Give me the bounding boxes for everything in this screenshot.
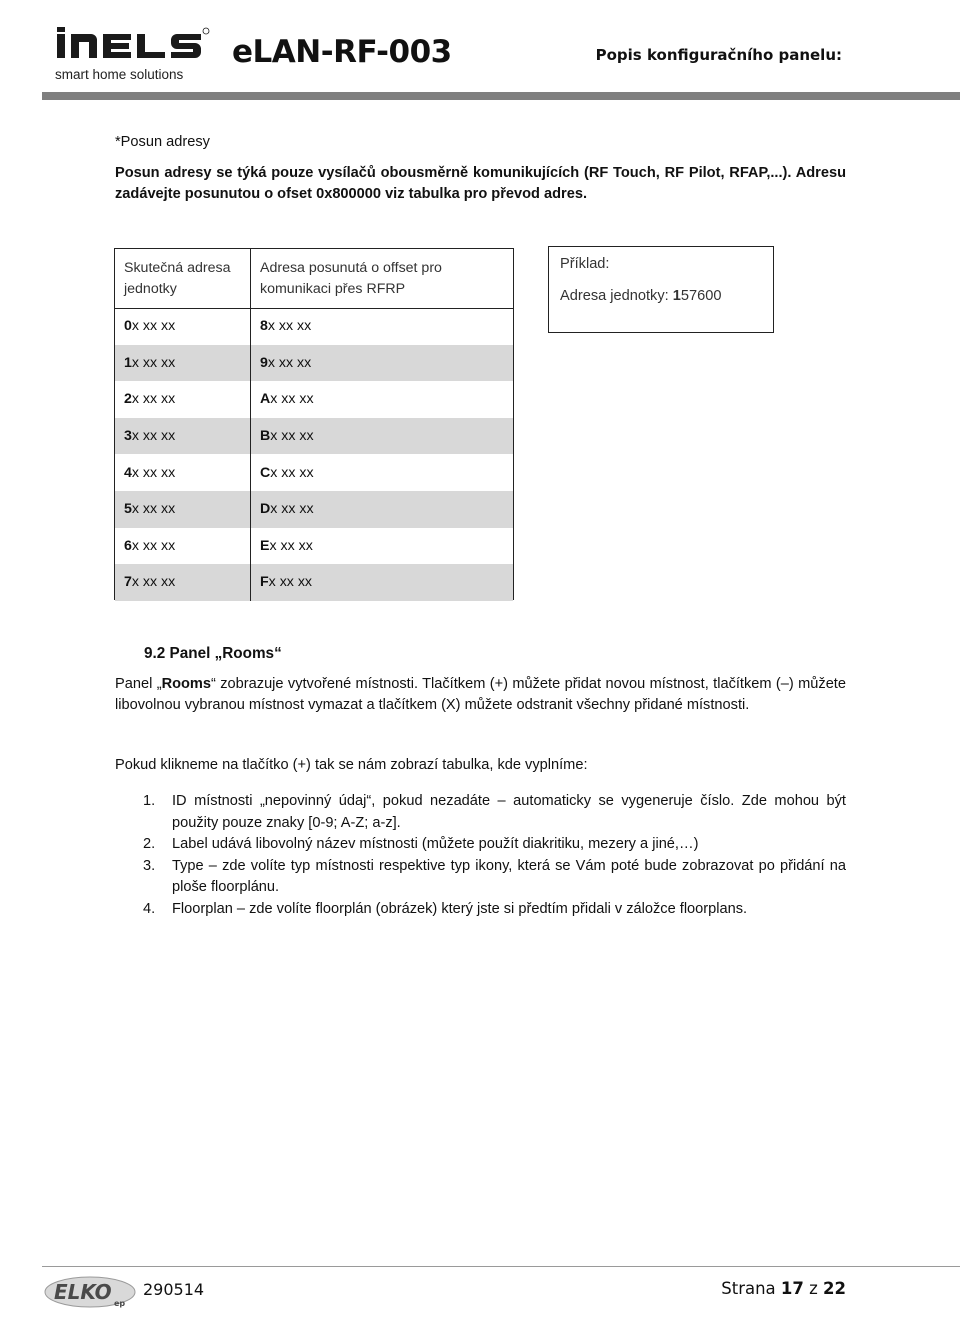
actual-address-cell: 2 x xx xx [115, 381, 251, 418]
actual-address-cell: 4 x xx xx [115, 454, 251, 491]
table-row [115, 528, 513, 565]
rooms-field-list [115, 791, 846, 920]
actual-address-cell: 1 x xx xx [115, 345, 251, 382]
section-heading: 9.2 Panel „Rooms“ [144, 645, 282, 662]
shifted-address-cell: E x xx xx [260, 537, 313, 554]
list-item: 4. Floorplan – zde volíte floorplán (obrázek) který jste si předtím přidali v záložce floorplans. [143, 900, 748, 917]
table-row [115, 345, 513, 382]
address-table [114, 248, 514, 600]
table-row [115, 454, 513, 491]
actual-address-cell: 3 x xx xx [115, 418, 251, 455]
footer-date: 290514 [143, 1280, 205, 1299]
footer-divider [42, 1266, 960, 1267]
example-label: Příklad: [560, 256, 610, 272]
table-row [115, 381, 513, 418]
page-number: Strana 17 z 22 [721, 1279, 846, 1298]
table-row [115, 308, 513, 345]
example-box [548, 246, 774, 333]
shifted-address-cell: B x xx xx [260, 428, 314, 445]
rooms-intro: Panel „Rooms“ zobrazuje vytvořené místnosti. Tlačítkem (+) můžete přidat novou místnost, tlačítkem (–) můžete libovolnou vybranou místnost vymazat a tlačítkem (X) můžete odstranit všechny přidané místnosti. [115, 676, 846, 713]
header-divider [42, 92, 960, 100]
elko-logo [44, 1275, 136, 1309]
shifted-address-cell: 9 x xx xx [260, 354, 312, 371]
table-row [115, 418, 513, 455]
table-header-cell: Skutečná adresa jednotky [115, 249, 251, 308]
doc-title: eLAN-RF-003 [232, 34, 452, 70]
note-heading: *Posun adresy [115, 134, 210, 150]
actual-address-cell: 0 x xx xx [115, 308, 251, 345]
shifted-address-cell: F x xx xx [260, 574, 313, 591]
shifted-address-cell: 8 x xx xx [260, 318, 312, 335]
svg-text:ep: ep [114, 1299, 126, 1308]
list-item: 1. ID místnosti „nepovinný údaj“, pokud nezadáte – automaticky se vygeneruje číslo. Zde mohou být použity pouze znaky [0-9; A-Z; a-z]. [143, 793, 846, 831]
list-item: 3. Type – zde volíte typ místnosti respektive typ ikony, která se Vám poté bude zobrazovat po přidání na ploše floorplánu. [143, 857, 846, 895]
shifted-address-cell: D x xx xx [260, 501, 314, 518]
svg-text:ELKO: ELKO [54, 1280, 112, 1304]
shifted-address-cell: C x xx xx [260, 464, 314, 481]
actual-address-cell: 6 x xx xx [115, 528, 251, 565]
list-item: 2. Label udává libovolný název místnosti (můžete použít diakritiku, mezery a jiné,…) [143, 836, 699, 852]
shifted-address-cell: A x xx xx [260, 391, 314, 408]
table-row [115, 491, 513, 528]
logo-tagline: smart home solutions [55, 67, 184, 82]
example-value: Adresa jednotky: 157600 [560, 288, 722, 304]
inels-logo [55, 26, 210, 82]
panel-title: Popis konfiguračního panelu: [595, 46, 842, 64]
table-header-row [115, 249, 513, 309]
actual-address-cell: 7 x xx xx [115, 564, 251, 601]
rooms-click-text: Pokud klikneme na tlačítko (+) tak se nám zobrazí tabulka, kde vyplníme: [115, 757, 588, 773]
note-text: Posun adresy se týká pouze vysílačů obousměrně komunikujících (RF Touch, RF Pilot, RFAP,...). Adresu zadávejte posunutou o ofset 0x800000 viz tabulka pro převod adres. [115, 165, 846, 202]
table-row [115, 564, 513, 601]
actual-address-cell: 5 x xx xx [115, 491, 251, 528]
table-header-cell: Adresa posunutá o offset pro komunikaci přes RFRP [260, 259, 442, 297]
